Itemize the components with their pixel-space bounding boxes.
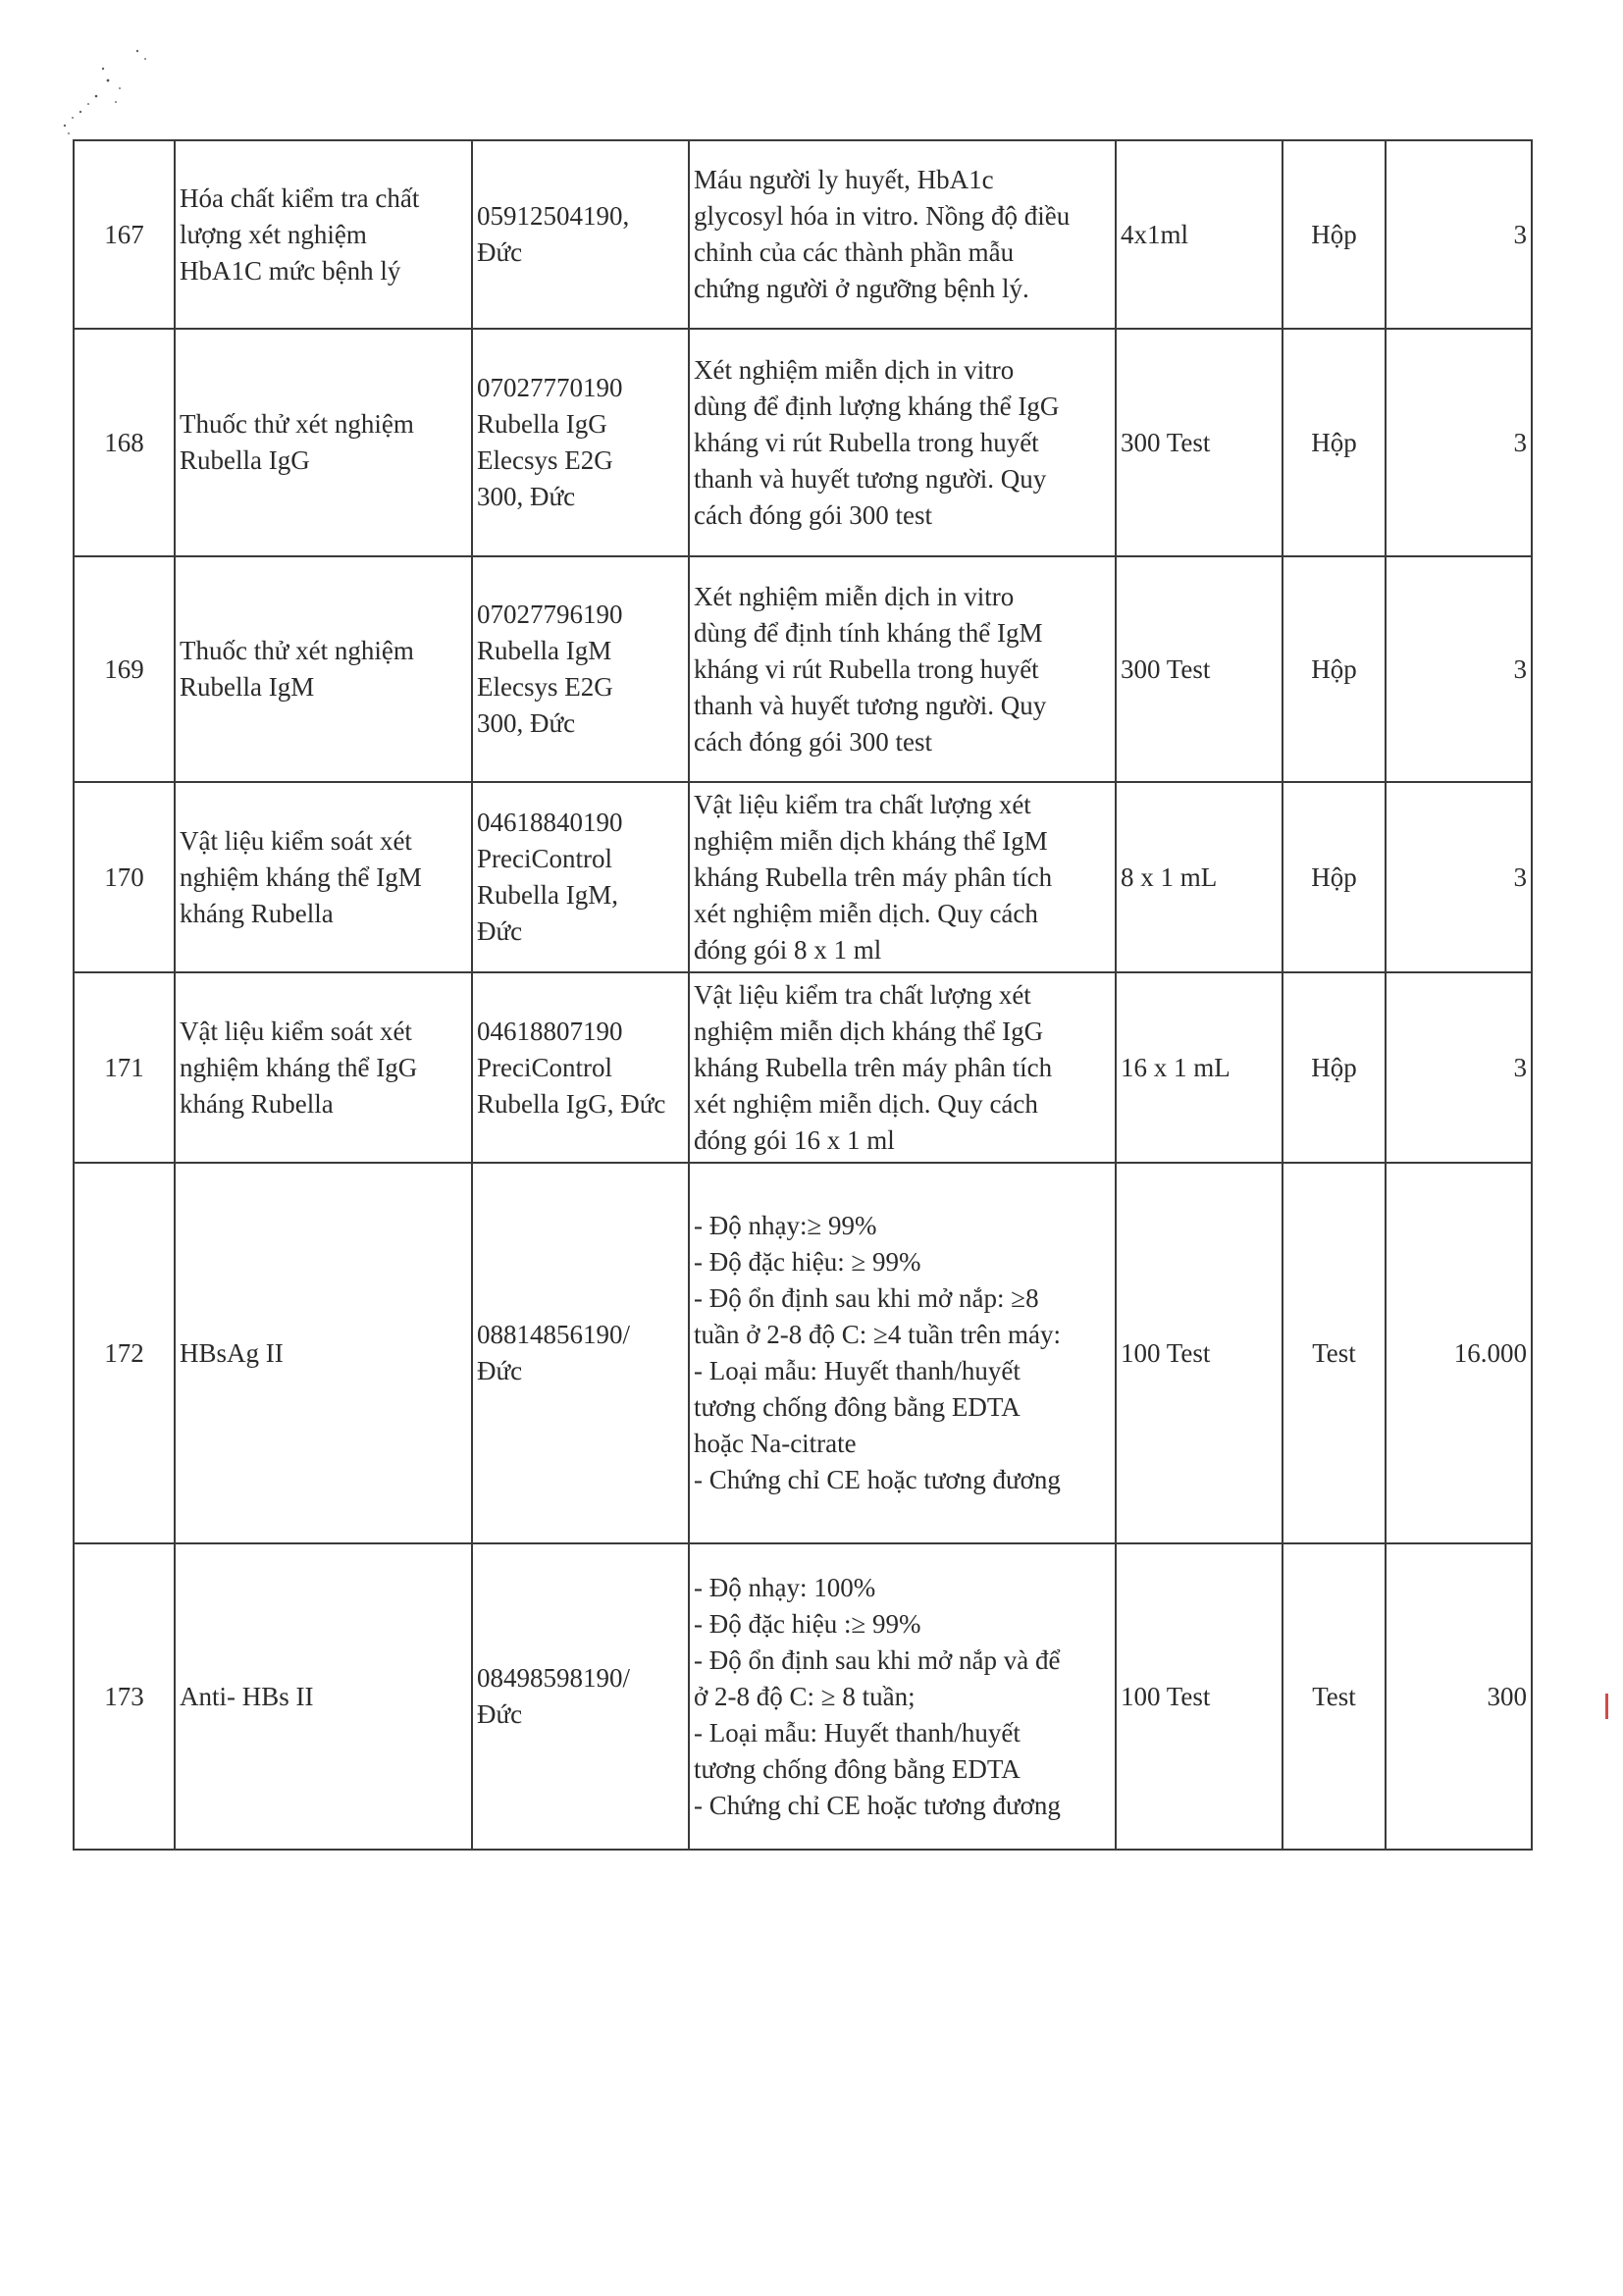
specification-line: - Độ đặc hiệu: ≥ 99% [694, 1247, 921, 1277]
cell-code-origin [472, 782, 689, 972]
cell-stt [74, 1543, 175, 1850]
code-origin-line: 08498598190/ [477, 1663, 631, 1693]
product-table [73, 139, 1533, 1851]
code-origin-line: PreciControl [477, 1052, 612, 1082]
packaging-value: 4x1ml [1121, 219, 1189, 249]
cell-specification [689, 1163, 1116, 1543]
cell-stt [74, 556, 175, 782]
cell-packaging [1116, 556, 1283, 782]
specification-line: đóng gói 8 x 1 ml [694, 934, 882, 965]
product-name-line: Rubella IgG [180, 445, 310, 475]
table-row [74, 1543, 1532, 1850]
specification-line: xét nghiệm miễn dịch. Quy cách [694, 898, 1038, 928]
table-row [74, 972, 1532, 1163]
packaging-value: 8 x 1 mL [1121, 861, 1218, 892]
cell-unit [1283, 556, 1386, 782]
table-row [74, 556, 1532, 782]
cell-specification [689, 329, 1116, 556]
specification-line: - Loại mẫu: Huyết thanh/huyết [694, 1717, 1021, 1748]
quantity-value: 3 [1513, 1052, 1527, 1082]
specification-line: dùng để định tính kháng thể IgM [694, 617, 1043, 648]
specification-line: glycosyl hóa in vitro. Nồng độ điều [694, 201, 1071, 231]
row-number: 167 [104, 219, 144, 249]
specification-line: dùng để định lượng kháng thể IgG [694, 391, 1060, 421]
product-name-line: kháng Rubella [180, 1088, 334, 1119]
quantity-value: 300 [1487, 1681, 1527, 1711]
specification-line: chứng người ở ngưỡng bệnh lý. [694, 274, 1029, 303]
specification-line: Vật liệu kiểm tra chất lượng xét [694, 789, 1031, 819]
unit-value: Hộp [1311, 219, 1357, 249]
quantity-value: 3 [1513, 427, 1527, 457]
unit-value: Hộp [1311, 653, 1357, 684]
product-name-line: Rubella IgM [180, 672, 315, 702]
table-body [74, 140, 1532, 1850]
cell-quantity [1386, 329, 1532, 556]
specification-line: - Chứng chỉ CE hoặc tương đương [694, 1790, 1061, 1820]
cell-code-origin [472, 1163, 689, 1543]
code-origin-line: 04618807190 [477, 1016, 623, 1046]
cell-specification [689, 1543, 1116, 1850]
quantity-value: 16.000 [1453, 1337, 1527, 1368]
cell-product-name [175, 972, 472, 1163]
cell-stt [74, 1163, 175, 1543]
cell-packaging [1116, 1163, 1283, 1543]
specification-line: kháng vi rút Rubella trong huyết [694, 653, 1039, 684]
specification-line: tuần ở 2-8 độ C: ≥4 tuần trên máy: [694, 1320, 1062, 1349]
code-origin-line: PreciControl [477, 844, 612, 873]
cell-product-name [175, 556, 472, 782]
cell-quantity [1386, 972, 1532, 1163]
cell-stt [74, 329, 175, 556]
unit-value: Test [1312, 1681, 1356, 1711]
cell-unit [1283, 972, 1386, 1163]
margin-mark [1605, 1694, 1608, 1719]
product-name-line: kháng Rubella [180, 898, 334, 928]
cell-specification [689, 782, 1116, 972]
unit-value: Hộp [1311, 1052, 1357, 1082]
cell-unit [1283, 1163, 1386, 1543]
specification-line: hoặc Na-citrate [694, 1429, 857, 1458]
code-origin-line: 07027796190 [477, 600, 623, 629]
cell-product-name [175, 782, 472, 972]
product-name-line: HBsAg II [180, 1337, 284, 1368]
product-name-line: Anti- HBs II [180, 1681, 314, 1711]
packaging-value: 300 Test [1121, 427, 1211, 457]
table-row [74, 1163, 1532, 1543]
specification-line: nghiệm miễn dịch kháng thể IgM [694, 825, 1048, 856]
code-origin-line: Đức [477, 1356, 523, 1385]
specification-line: đóng gói 16 x 1 ml [694, 1124, 895, 1155]
specification-line: thanh và huyết tương người. Quy [694, 690, 1047, 720]
table-row [74, 329, 1532, 556]
specification-line: kháng vi rút Rubella trong huyết [694, 427, 1039, 457]
packaging-value: 16 x 1 mL [1121, 1052, 1230, 1082]
specification-line: chỉnh của các thành phần mẫu [694, 237, 1015, 267]
product-name-line: Hóa chất kiểm tra chất [180, 183, 420, 213]
cell-unit [1283, 1543, 1386, 1850]
specification-line: Vật liệu kiểm tra chất lượng xét [694, 979, 1031, 1010]
cell-code-origin [472, 1543, 689, 1850]
cell-unit [1283, 329, 1386, 556]
code-origin-line: Elecsys E2G [477, 672, 613, 702]
code-origin-line: Elecsys E2G [477, 445, 613, 475]
specification-line: - Độ nhạy: 100% [694, 1572, 876, 1602]
cell-code-origin [472, 556, 689, 782]
product-name-line: Vật liệu kiểm soát xét [180, 825, 412, 856]
code-origin-line: Rubella IgM, [477, 880, 618, 910]
unit-value: Test [1312, 1337, 1356, 1368]
specification-line: Xét nghiệm miễn dịch in vitro [694, 581, 1015, 611]
product-name-line: lượng xét nghiệm [180, 219, 367, 249]
quantity-value: 3 [1513, 653, 1527, 684]
cell-specification [689, 140, 1116, 329]
specification-line: cách đóng gói 300 test [694, 499, 932, 530]
specification-line: - Độ đặc hiệu :≥ 99% [694, 1608, 921, 1639]
product-name-line: Thuốc thử xét nghiệm [180, 636, 414, 665]
code-origin-line: 04618840190 [477, 808, 623, 837]
cell-code-origin [472, 140, 689, 329]
specification-line: tương chống đông bằng EDTA [694, 1753, 1021, 1784]
cell-stt [74, 972, 175, 1163]
cell-quantity [1386, 1543, 1532, 1850]
code-origin-line: 300, Đức [477, 482, 576, 511]
unit-value: Hộp [1311, 861, 1357, 892]
specification-line: - Độ ổn định sau khi mở nắp và để [694, 1644, 1061, 1675]
unit-value: Hộp [1311, 427, 1357, 457]
row-number: 168 [104, 427, 144, 457]
packaging-value: 300 Test [1121, 653, 1211, 684]
code-origin-line: 07027770190 [477, 373, 623, 402]
product-name-line: Vật liệu kiểm soát xét [180, 1016, 412, 1046]
cell-packaging [1116, 972, 1283, 1163]
code-origin-line: Rubella IgG [477, 409, 607, 439]
specification-line: tương chống đông bằng EDTA [694, 1392, 1021, 1422]
product-name-line: nghiệm kháng thể IgM [180, 861, 422, 892]
cell-packaging [1116, 1543, 1283, 1850]
product-name-line: HbA1C mức bệnh lý [180, 255, 401, 286]
cell-product-name [175, 1163, 472, 1543]
cell-unit [1283, 140, 1386, 329]
code-origin-line: 300, Đức [477, 708, 576, 738]
cell-packaging [1116, 329, 1283, 556]
code-origin-line: 05912504190, [477, 201, 630, 231]
specification-line: - Độ nhạy:≥ 99% [694, 1211, 877, 1240]
cell-product-name [175, 140, 472, 329]
cell-product-name [175, 329, 472, 556]
cell-quantity [1386, 1163, 1532, 1543]
specification-line: nghiệm miễn dịch kháng thể IgG [694, 1016, 1044, 1046]
quantity-value: 3 [1513, 861, 1527, 892]
specification-line: ở 2-8 độ C: ≥ 8 tuần; [694, 1681, 916, 1711]
cell-specification [689, 972, 1116, 1163]
specification-line: Máu người ly huyết, HbA1c [694, 165, 994, 194]
code-origin-line: Đức [477, 916, 523, 946]
row-number: 173 [104, 1681, 144, 1711]
specification-line: kháng Rubella trên máy phân tích [694, 861, 1053, 892]
row-number: 171 [104, 1052, 144, 1082]
cell-packaging [1116, 140, 1283, 329]
specification-line: cách đóng gói 300 test [694, 726, 932, 757]
cell-code-origin [472, 329, 689, 556]
cell-code-origin [472, 972, 689, 1163]
specification-line: xét nghiệm miễn dịch. Quy cách [694, 1088, 1038, 1119]
row-number: 169 [104, 653, 144, 684]
cell-quantity [1386, 782, 1532, 972]
specification-line: - Loại mẫu: Huyết thanh/huyết [694, 1356, 1021, 1385]
code-origin-line: Rubella IgG, Đức [477, 1088, 666, 1119]
specification-line: - Độ ổn định sau khi mở nắp: ≥8 [694, 1283, 1039, 1313]
specification-line: kháng Rubella trên máy phân tích [694, 1052, 1053, 1082]
specification-line: - Chứng chỉ CE hoặc tương đương [694, 1465, 1061, 1494]
cell-packaging [1116, 782, 1283, 972]
code-origin-line: 08814856190/ [477, 1320, 631, 1349]
quantity-value: 3 [1513, 219, 1527, 249]
row-number: 170 [104, 861, 144, 892]
product-name-line: Thuốc thử xét nghiệm [180, 409, 414, 439]
specification-line: Xét nghiệm miễn dịch in vitro [694, 354, 1015, 385]
cell-unit [1283, 782, 1386, 972]
cell-quantity [1386, 140, 1532, 329]
code-origin-line: Đức [477, 237, 523, 267]
row-number: 172 [104, 1337, 144, 1368]
cell-specification [689, 556, 1116, 782]
table-row [74, 782, 1532, 972]
table-row [74, 140, 1532, 329]
cell-stt [74, 782, 175, 972]
specification-line: thanh và huyết tương người. Quy [694, 463, 1047, 494]
packaging-value: 100 Test [1121, 1681, 1211, 1711]
code-origin-line: Đức [477, 1699, 523, 1729]
cell-stt [74, 140, 175, 329]
cell-quantity [1386, 556, 1532, 782]
code-origin-line: Rubella IgM [477, 636, 612, 665]
product-name-line: nghiệm kháng thể IgG [180, 1052, 418, 1082]
packaging-value: 100 Test [1121, 1337, 1211, 1368]
cell-product-name [175, 1543, 472, 1850]
